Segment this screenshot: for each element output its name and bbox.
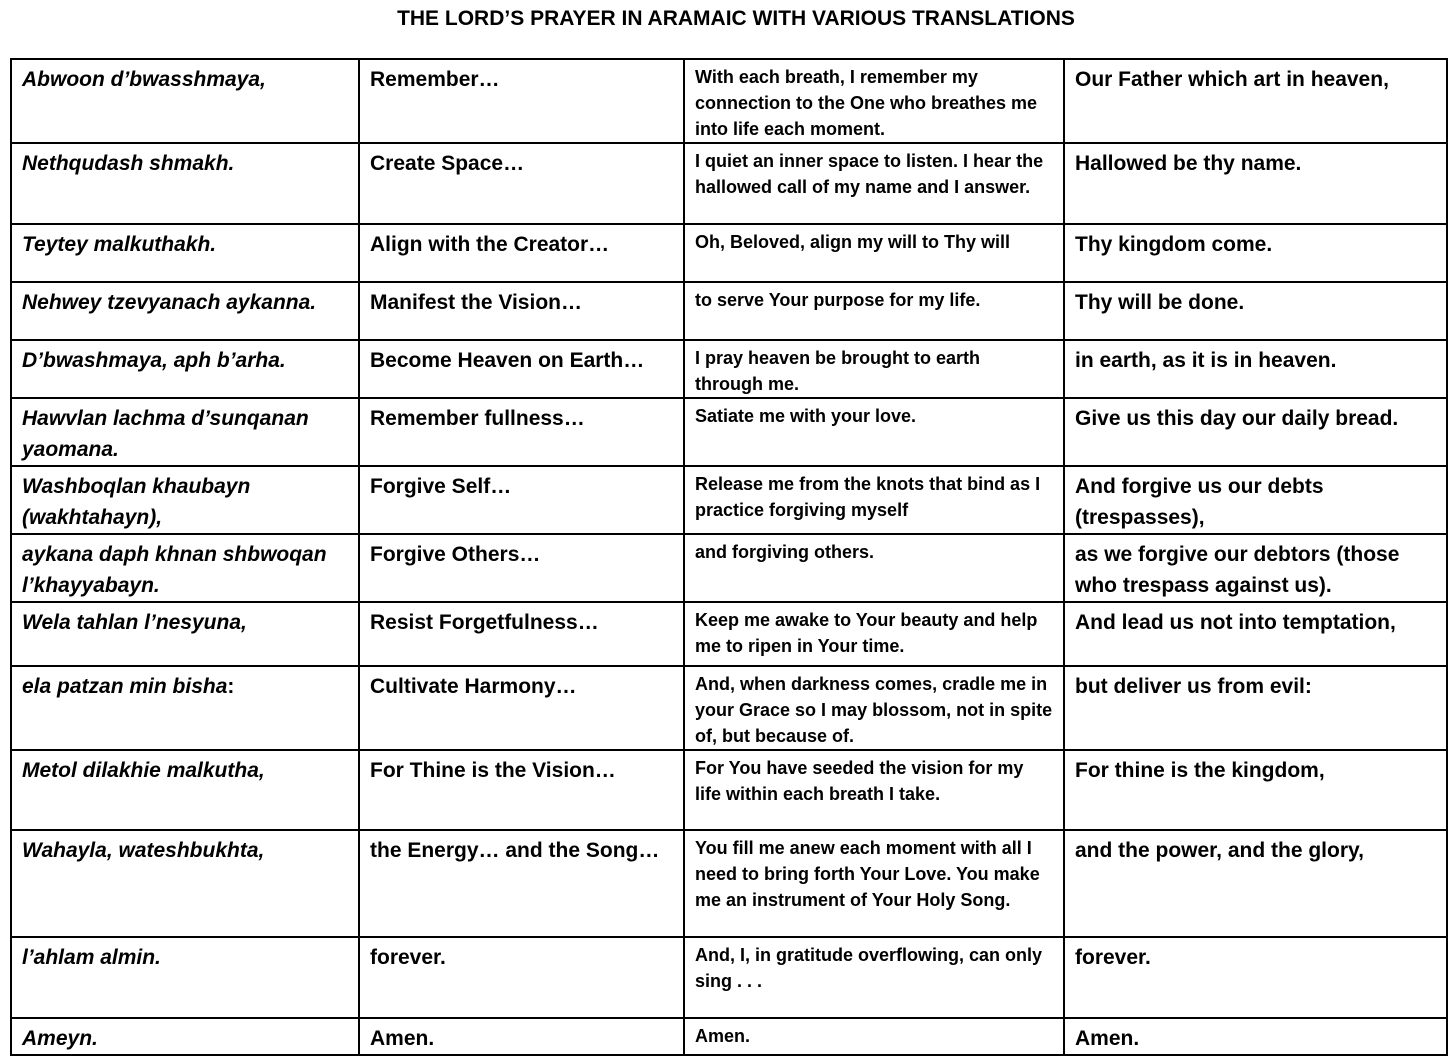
poetic-translation-cell: I quiet an inner space to listen. I hear the hallowed call of my name and I answer. xyxy=(684,143,1064,224)
kjv-translation-cell: Thy will be done. xyxy=(1064,282,1447,340)
table-row xyxy=(11,224,1447,282)
poetic-translation-cell: Oh, Beloved, align my will to Thy will xyxy=(684,224,1064,282)
poetic-translation-cell: You fill me anew each moment with all I need to bring forth Your Love. You make me an instrument of Your Holy Song. xyxy=(684,830,1064,937)
theme-cell: Cultivate Harmony… xyxy=(359,666,684,750)
kjv-translation-cell: as we forgive our debtors (those who trespass against us). xyxy=(1064,534,1447,602)
table-row xyxy=(11,602,1447,666)
kjv-translation-cell: Hallowed be thy name. xyxy=(1064,143,1447,224)
kjv-translation-cell: Amen. xyxy=(1064,1018,1447,1055)
table-row xyxy=(11,750,1447,830)
aramaic-cell: Wahayla, wateshbukhta, xyxy=(11,830,359,937)
kjv-translation-cell: Our Father which art in heaven, xyxy=(1064,59,1447,143)
aramaic-cell: aykana daph khnan shbwoqan l’khayyabayn. xyxy=(11,534,359,602)
aramaic-cell: Ameyn. xyxy=(11,1018,359,1055)
table-row xyxy=(11,143,1447,224)
aramaic-cell: Metol dilakhie malkutha, xyxy=(11,750,359,830)
theme-cell: Become Heaven on Earth… xyxy=(359,340,684,398)
kjv-translation-cell: And lead us not into temptation, xyxy=(1064,602,1447,666)
table-row xyxy=(11,282,1447,340)
table-row xyxy=(11,398,1447,466)
poetic-translation-cell: and forgiving others. xyxy=(684,534,1064,602)
poetic-translation-cell: Release me from the knots that bind as I practice forgiving myself xyxy=(684,466,1064,534)
aramaic-cell xyxy=(11,666,359,750)
theme-cell: For Thine is the Vision… xyxy=(359,750,684,830)
aramaic-cell: Teytey malkuthakh. xyxy=(11,224,359,282)
theme-cell: Forgive Self… xyxy=(359,466,684,534)
table-row xyxy=(11,937,1447,1018)
aramaic-cell: Hawvlan lachma d’sunqanan yaomana. xyxy=(11,398,359,466)
table-row xyxy=(11,340,1447,398)
poetic-translation-cell: to serve Your purpose for my life. xyxy=(684,282,1064,340)
aramaic-cell: Nethqudash shmakh. xyxy=(11,143,359,224)
kjv-translation-cell: in earth, as it is in heaven. xyxy=(1064,340,1447,398)
aramaic-text: ela patzan min bisha xyxy=(22,675,228,698)
aramaic-cell: Wela tahlan l’nesyuna, xyxy=(11,602,359,666)
theme-cell: Forgive Others… xyxy=(359,534,684,602)
table-row xyxy=(11,666,1447,750)
table-row xyxy=(11,1018,1447,1055)
theme-cell: Amen. xyxy=(359,1018,684,1055)
kjv-translation-cell: Give us this day our daily bread. xyxy=(1064,398,1447,466)
aramaic-cell: Nehwey tzevyanach aykanna. xyxy=(11,282,359,340)
aramaic-cell: D’bwashmaya, aph b’arha. xyxy=(11,340,359,398)
poetic-translation-cell: For You have seeded the vision for my life within each breath I take. xyxy=(684,750,1064,830)
theme-cell: the Energy… and the Song… xyxy=(359,830,684,937)
theme-cell: Resist Forgetfulness… xyxy=(359,602,684,666)
kjv-translation-cell: And forgive us our debts (trespasses), xyxy=(1064,466,1447,534)
poetic-translation-cell: And, when darkness comes, cradle me in your Grace so I may blossom, not in spite of, but because of. xyxy=(684,666,1064,750)
kjv-translation-cell: and the power, and the glory, xyxy=(1064,830,1447,937)
theme-cell: Remember fullness… xyxy=(359,398,684,466)
table-row xyxy=(11,534,1447,602)
kjv-translation-cell: but deliver us from evil: xyxy=(1064,666,1447,750)
table-row xyxy=(11,466,1447,534)
poetic-translation-cell: Keep me awake to Your beauty and help me to ripen in Your time. xyxy=(684,602,1064,666)
theme-cell: Manifest the Vision… xyxy=(359,282,684,340)
aramaic-cell: l’ahlam almin. xyxy=(11,937,359,1018)
theme-cell: Align with the Creator… xyxy=(359,224,684,282)
kjv-translation-cell: Thy kingdom come. xyxy=(1064,224,1447,282)
prayer-table xyxy=(10,58,1448,1056)
theme-cell: Remember… xyxy=(359,59,684,143)
table-row xyxy=(11,59,1447,143)
page-title: THE LORD’S PRAYER IN ARAMAIC WITH VARIOUS TRANSLATIONS xyxy=(397,7,1075,30)
poetic-translation-cell: With each breath, I remember my connection to the One who breathes me into life each moment. xyxy=(684,59,1064,143)
kjv-translation-cell: forever. xyxy=(1064,937,1447,1018)
poetic-translation-cell: I pray heaven be brought to earth through me. xyxy=(684,340,1064,398)
poetic-translation-cell: And, I, in gratitude overflowing, can only sing . . . xyxy=(684,937,1064,1018)
poetic-translation-cell: Amen. xyxy=(684,1018,1064,1055)
table-row xyxy=(11,830,1447,937)
aramaic-cell: Abwoon d’bwasshmaya, xyxy=(11,59,359,143)
aramaic-suffix: : xyxy=(227,675,235,698)
aramaic-cell: Washboqlan khaubayn (wakhtahayn), xyxy=(11,466,359,534)
theme-cell: Create Space… xyxy=(359,143,684,224)
theme-cell: forever. xyxy=(359,937,684,1018)
poetic-translation-cell: Satiate me with your love. xyxy=(684,398,1064,466)
kjv-translation-cell: For thine is the kingdom, xyxy=(1064,750,1447,830)
